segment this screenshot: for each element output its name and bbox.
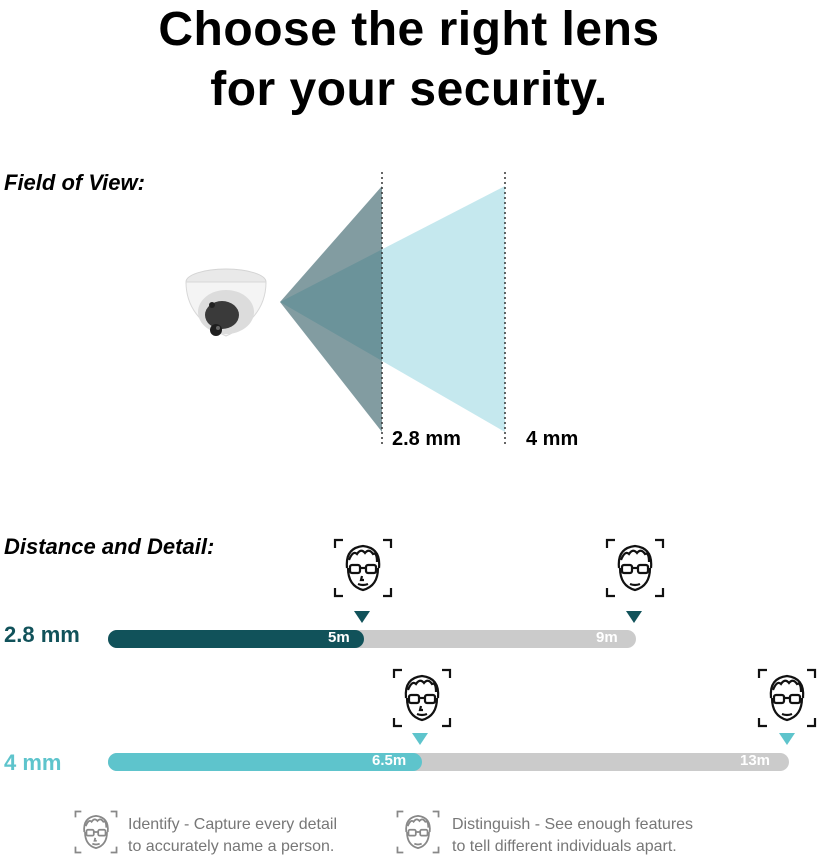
- fov-2-8mm-cone: [280, 186, 382, 432]
- fov-2-8mm-label: 2.8 mm: [392, 428, 461, 450]
- distinguish-legend-icon: [396, 810, 440, 854]
- identify-legend-text: [128, 814, 337, 858]
- identify-legend-icon: [74, 810, 118, 854]
- distinguish-marker-2-8mm: [626, 611, 642, 623]
- distinguish-marker-4mm: [779, 733, 795, 745]
- field-of-view-label: Field of View:: [4, 170, 145, 195]
- fov-4mm-label: 4 mm: [526, 428, 579, 450]
- title-line-1: Choose the right lens: [158, 3, 660, 56]
- identify-range-2-8mm: [108, 630, 364, 648]
- distance-bar-4mm: [108, 753, 789, 771]
- identify-distance-4mm: 6.5m: [372, 752, 407, 769]
- identify-legend-line-1: Identify - Capture every detail: [128, 816, 337, 833]
- distinguish-distance-4mm: 13m: [740, 752, 771, 769]
- distinguish-legend-line-1: Distinguish - See enough features: [452, 816, 694, 833]
- face-glasses-distinguish-icon: [757, 668, 817, 728]
- identify-distance-2-8mm: 5m: [328, 629, 350, 646]
- distinguish-distance-2-8mm: 9m: [596, 629, 618, 646]
- title-line-2: for your security.: [210, 63, 608, 116]
- identify-marker-2-8mm: [354, 611, 370, 623]
- face-glasses-identify-icon: [333, 538, 393, 598]
- face-glasses-distinguish-icon: [605, 538, 665, 598]
- distance-detail-label: Distance and Detail:: [4, 534, 215, 559]
- lens-2-8mm-label: 2.8 mm: [4, 622, 80, 647]
- lens-4mm-label: 4 mm: [4, 750, 62, 775]
- distance-bar-2-8mm: [108, 630, 636, 648]
- camera-icon: [186, 269, 266, 336]
- distinguish-legend-text: [452, 814, 693, 858]
- face-glasses-identify-icon: [392, 668, 452, 728]
- identify-legend-line-2: to accurately name a person.: [128, 838, 335, 855]
- distinguish-legend-line-2: to tell different individuals apart.: [452, 838, 677, 855]
- identify-marker-4mm: [412, 733, 428, 745]
